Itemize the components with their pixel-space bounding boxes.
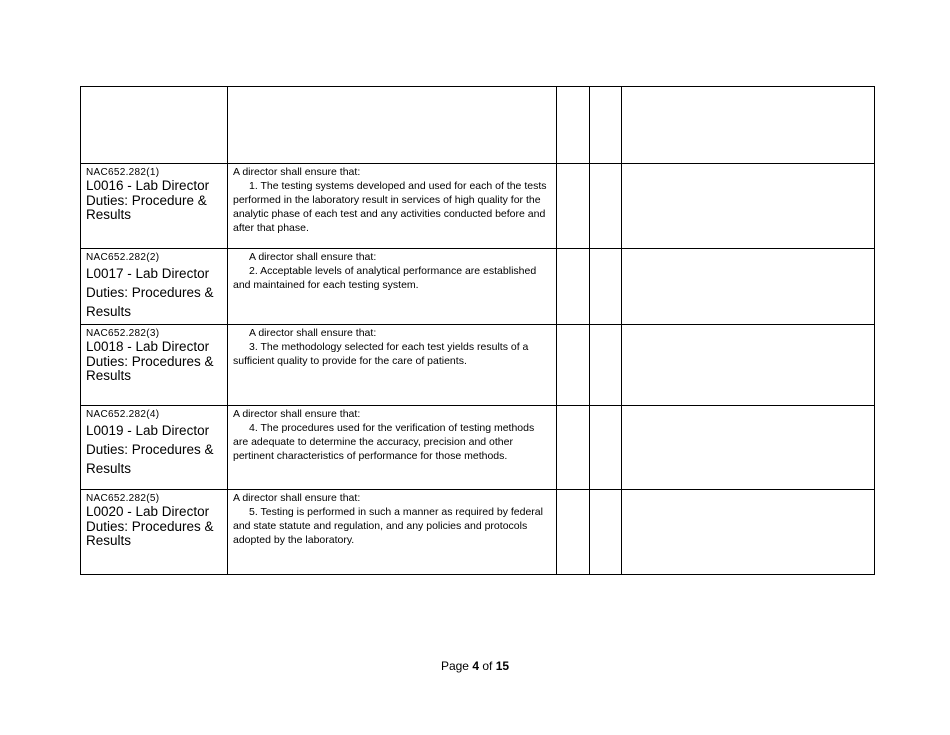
cell xyxy=(557,406,590,490)
cell xyxy=(622,406,875,490)
cell xyxy=(590,406,622,490)
requirement-cell xyxy=(228,325,557,406)
cell xyxy=(622,249,875,325)
requirement-text: sufficient quality to provide for the care of patients. xyxy=(233,355,467,367)
cell xyxy=(557,87,590,164)
cell xyxy=(590,87,622,164)
cell xyxy=(622,325,875,406)
checklist-table xyxy=(80,86,875,575)
cell xyxy=(622,87,875,164)
cell xyxy=(590,164,622,249)
tag-title: L0020 - Lab Director Duties: Procedures & Results xyxy=(86,504,214,548)
footer-prefix: Page xyxy=(440,659,473,673)
requirement-text: are adequate to determine the accuracy, precision and other pertinent characteristics of performance for those methods. xyxy=(233,436,513,462)
cell xyxy=(590,249,622,325)
cell xyxy=(557,490,590,575)
table-row xyxy=(81,249,875,325)
regulation-code: NAC652.282(1) xyxy=(86,167,160,178)
table-row xyxy=(81,87,875,164)
tag-title: L0019 - Lab Director Duties: Procedures & Results xyxy=(86,423,214,476)
requirement-first-line: 2. Acceptable levels of analytical performance are established xyxy=(249,265,537,277)
cell xyxy=(622,164,875,249)
requirement-text: and maintained for each testing system. xyxy=(233,279,419,291)
requirement-cell xyxy=(228,406,557,490)
cell xyxy=(228,87,557,164)
cell xyxy=(590,490,622,575)
total-pages: 15 xyxy=(495,659,510,673)
requirement-first-line: 3. The methodology selected for each test yields results of a xyxy=(249,341,529,353)
page-footer xyxy=(0,659,950,673)
cell xyxy=(557,249,590,325)
requirement-lead: A director shall ensure that: xyxy=(249,327,377,339)
regulation-code: NAC652.282(4) xyxy=(86,409,160,420)
cell xyxy=(622,490,875,575)
regulation-cell xyxy=(81,406,228,490)
tag-title: L0017 - Lab Director Duties: Procedures & Results xyxy=(86,266,214,319)
cell xyxy=(557,325,590,406)
regulation-cell xyxy=(81,249,228,325)
regulation-code: NAC652.282(3) xyxy=(86,328,160,339)
regulation-code: NAC652.282(5) xyxy=(86,493,160,504)
requirement-lead: A director shall ensure that: xyxy=(249,251,377,263)
requirement-lead: A director shall ensure that: xyxy=(233,408,361,420)
tag-title: L0016 - Lab Director Duties: Procedure & Results xyxy=(86,178,210,222)
table-row xyxy=(81,164,875,249)
cell xyxy=(557,164,590,249)
regulation-cell xyxy=(81,325,228,406)
footer-of: of xyxy=(479,659,496,673)
requirement-lead: A director shall ensure that: xyxy=(233,492,361,504)
regulation-code: NAC652.282(2) xyxy=(86,252,160,263)
tag-title: L0018 - Lab Director Duties: Procedures & Results xyxy=(86,339,214,383)
table-row xyxy=(81,325,875,406)
requirement-first-line: 5. Testing is performed in such a manner as required by xyxy=(249,506,508,518)
table-row xyxy=(81,406,875,490)
requirement-cell xyxy=(228,249,557,325)
requirement-first-line: 4. The procedures used for the verification of testing methods xyxy=(249,422,535,434)
regulation-cell xyxy=(81,490,228,575)
requirement-first-line: 1. The testing systems developed and used for each of the xyxy=(249,180,522,192)
requirement-text: tests performed in the laboratory result in services of high quality for the analytic phase of each test and any activities conducted before and after that phase. xyxy=(233,180,547,234)
current-page: 4 xyxy=(472,659,479,673)
requirement-text: federal and state statute and regulation, and any policies and protocols adopted by the laboratory. xyxy=(233,506,543,546)
table-row xyxy=(81,490,875,575)
regulation-cell xyxy=(81,164,228,249)
requirement-cell xyxy=(228,490,557,575)
requirement-cell xyxy=(228,164,557,249)
cell xyxy=(81,87,228,164)
cell xyxy=(590,325,622,406)
requirement-lead: A director shall ensure that: xyxy=(233,166,361,178)
